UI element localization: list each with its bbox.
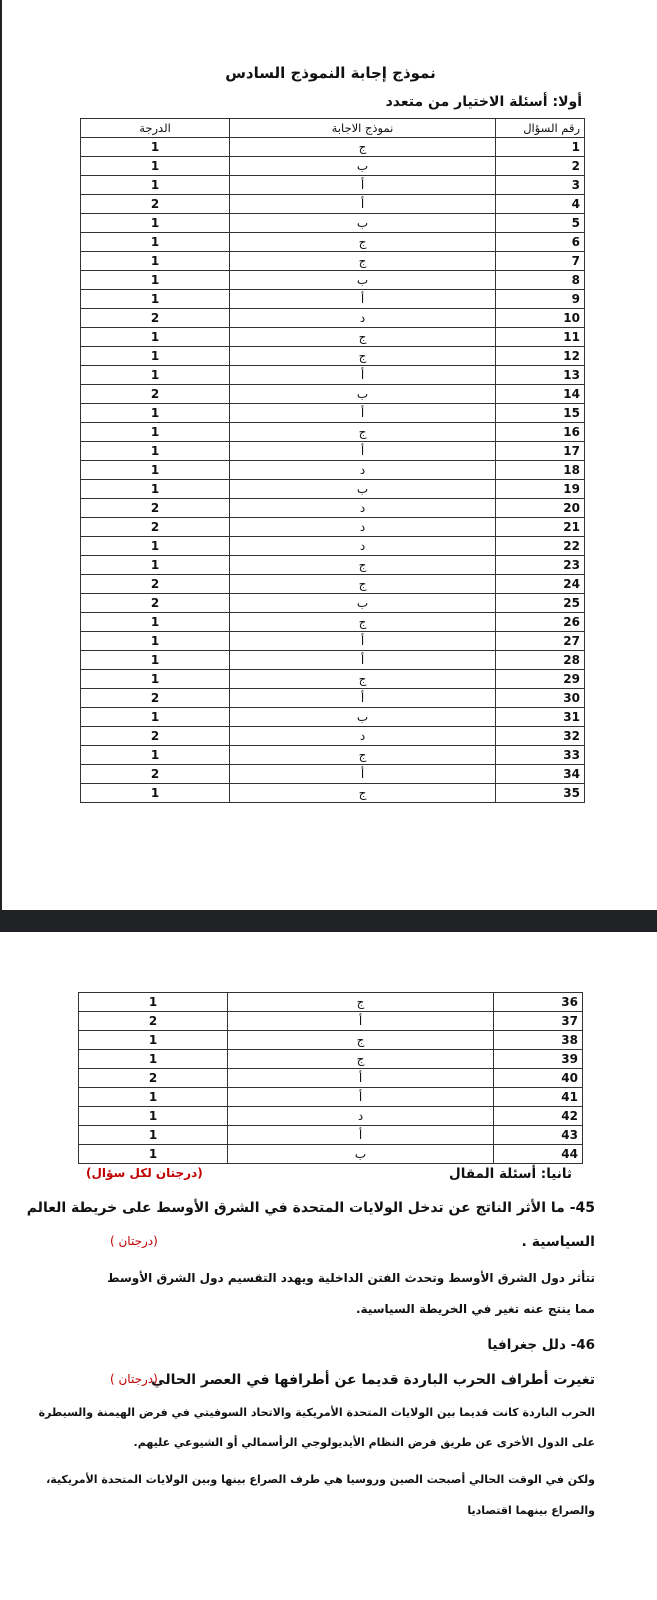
degree-cell: 1 xyxy=(81,138,230,157)
question-number-cell: 39 xyxy=(494,1050,583,1069)
degree-cell: 1 xyxy=(79,1145,228,1164)
answer-45-line1: تتأثر دول الشرق الأوسط وتحدث الفتن الداخلية ويهدد التقسيم دول الشرق الأوسط xyxy=(107,1271,595,1285)
table-row xyxy=(81,499,585,518)
answer-cell: ج xyxy=(230,347,496,366)
table-row xyxy=(81,480,585,499)
degree-cell: 1 xyxy=(81,366,230,385)
table-row xyxy=(81,138,585,157)
degree-cell: 1 xyxy=(81,613,230,632)
answer-cell: أ xyxy=(228,1012,494,1031)
header-degree: الدرجة xyxy=(81,119,230,138)
question-number-cell: 31 xyxy=(496,708,585,727)
question-number-cell: 27 xyxy=(496,632,585,651)
answer-cell: ب xyxy=(230,708,496,727)
degree-cell: 1 xyxy=(81,442,230,461)
table-row xyxy=(81,632,585,651)
table-row xyxy=(81,423,585,442)
answer-cell: أ xyxy=(230,765,496,784)
table-row xyxy=(81,708,585,727)
question-number-cell: 33 xyxy=(496,746,585,765)
degree-cell: 1 xyxy=(81,423,230,442)
degree-cell: 1 xyxy=(81,290,230,309)
answer-cell: ج xyxy=(230,138,496,157)
page-separator xyxy=(0,910,657,932)
degree-cell: 1 xyxy=(81,670,230,689)
question-number-cell: 30 xyxy=(496,689,585,708)
question-number-cell: 14 xyxy=(496,385,585,404)
question-number-cell: 34 xyxy=(496,765,585,784)
question-45-line1: 45- ما الأثر الناتج عن تدخل الولايات المتحدة في الشرق الأوسط على خريطة العالم xyxy=(26,1200,595,1216)
question-number-cell: 36 xyxy=(494,993,583,1012)
table-row xyxy=(81,537,585,556)
answer-cell: ج xyxy=(230,613,496,632)
table-row xyxy=(79,1126,583,1145)
degree-cell: 1 xyxy=(81,461,230,480)
answer-cell: أ xyxy=(228,1088,494,1107)
answer-cell: أ xyxy=(230,442,496,461)
answer-cell: ج xyxy=(230,423,496,442)
answer-cell: ج xyxy=(230,784,496,803)
answer-cell: أ xyxy=(230,404,496,423)
table-row xyxy=(81,670,585,689)
table-row xyxy=(79,993,583,1012)
table-row xyxy=(81,309,585,328)
degree-cell: 1 xyxy=(79,1088,228,1107)
answer-cell: ج xyxy=(230,233,496,252)
table-row xyxy=(81,651,585,670)
degree-cell: 1 xyxy=(81,271,230,290)
degree-cell: 1 xyxy=(81,708,230,727)
question-number-cell: 13 xyxy=(496,366,585,385)
answer-cell: د xyxy=(228,1107,494,1126)
question-number-cell: 37 xyxy=(494,1012,583,1031)
degree-cell: 1 xyxy=(81,784,230,803)
table-row xyxy=(81,746,585,765)
answer-cell: أ xyxy=(230,632,496,651)
question-number-cell: 29 xyxy=(496,670,585,689)
answer-cell: أ xyxy=(228,1069,494,1088)
degree-cell: 2 xyxy=(81,594,230,613)
answer-cell: ج xyxy=(230,252,496,271)
table-row xyxy=(81,784,585,803)
question-number-cell: 2 xyxy=(496,157,585,176)
degree-cell: 1 xyxy=(81,632,230,651)
section2-note: (درجتان لكل سؤال) xyxy=(86,1166,203,1180)
answer-cell: ج xyxy=(230,328,496,347)
table-row xyxy=(81,366,585,385)
table-row xyxy=(81,290,585,309)
degree-cell: 1 xyxy=(81,537,230,556)
table-row xyxy=(81,195,585,214)
answer-cell: ب xyxy=(230,480,496,499)
answer-cell: أ xyxy=(230,651,496,670)
question-number-cell: 1 xyxy=(496,138,585,157)
question-number-cell: 41 xyxy=(494,1088,583,1107)
question-number-cell: 26 xyxy=(496,613,585,632)
header-answer: نموذج الاجابة xyxy=(230,119,496,138)
answer-cell: أ xyxy=(230,176,496,195)
table-row xyxy=(81,176,585,195)
answer-cell: ب xyxy=(230,214,496,233)
question-number-cell: 18 xyxy=(496,461,585,480)
page-title: نموذج إجابة النموذج السادس xyxy=(225,64,436,82)
answer-table-part1 xyxy=(80,118,585,803)
table-row xyxy=(81,252,585,271)
degree-cell: 1 xyxy=(81,651,230,670)
table-row xyxy=(81,556,585,575)
degree-cell: 1 xyxy=(81,214,230,233)
question-46-label: 46- دلل جغرافيا xyxy=(487,1337,595,1353)
answer-46-line4: والصراع بينهما اقتصاديا xyxy=(467,1504,595,1517)
answer-cell: ج xyxy=(228,1031,494,1050)
question-number-cell: 10 xyxy=(496,309,585,328)
answer-cell: أ xyxy=(230,366,496,385)
degree-cell: 2 xyxy=(81,765,230,784)
answer-cell: ب xyxy=(228,1145,494,1164)
table-row xyxy=(79,1031,583,1050)
table-row xyxy=(81,214,585,233)
degree-cell: 2 xyxy=(81,689,230,708)
table-row xyxy=(81,765,585,784)
table-row xyxy=(81,271,585,290)
question-number-cell: 16 xyxy=(496,423,585,442)
answer-46-line2: على الدول الأخرى عن طريق فرض النظام الأيديولوجي الرأسمالي أو الشيوعي عليهم. xyxy=(133,1436,595,1449)
question-number-cell: 23 xyxy=(496,556,585,575)
answer-cell: د xyxy=(230,537,496,556)
table-row xyxy=(79,1050,583,1069)
answer-cell: ج xyxy=(228,993,494,1012)
section1-title: أولا: أسئلة الاختيار من متعدد xyxy=(385,94,582,110)
question-number-cell: 3 xyxy=(496,176,585,195)
table-row xyxy=(79,1107,583,1126)
question-number-cell: 15 xyxy=(496,404,585,423)
degree-cell: 2 xyxy=(81,518,230,537)
question-number-cell: 6 xyxy=(496,233,585,252)
answer-cell: ج xyxy=(230,575,496,594)
question-number-cell: 9 xyxy=(496,290,585,309)
degree-cell: 1 xyxy=(81,480,230,499)
table-row xyxy=(81,613,585,632)
question-number-cell: 8 xyxy=(496,271,585,290)
answer-cell: ب xyxy=(230,271,496,290)
section2-title: ثانيا: أسئلة المقال xyxy=(449,1166,572,1182)
degree-cell: 1 xyxy=(79,1031,228,1050)
table-row xyxy=(79,1088,583,1107)
answer-cell: ج xyxy=(230,670,496,689)
degree-cell: 1 xyxy=(79,993,228,1012)
question-number-cell: 4 xyxy=(496,195,585,214)
table-row xyxy=(79,1145,583,1164)
question-45-mark: (درجتان ) xyxy=(110,1234,158,1248)
table-row xyxy=(81,233,585,252)
header-question-number: رقم السؤال xyxy=(496,119,585,138)
question-number-cell: 22 xyxy=(496,537,585,556)
degree-cell: 1 xyxy=(81,252,230,271)
degree-cell: 2 xyxy=(81,727,230,746)
answer-cell: ب xyxy=(230,385,496,404)
degree-cell: 2 xyxy=(79,1069,228,1088)
question-number-cell: 11 xyxy=(496,328,585,347)
degree-cell: 1 xyxy=(79,1107,228,1126)
degree-cell: 2 xyxy=(81,499,230,518)
degree-cell: 1 xyxy=(81,176,230,195)
answer-cell: ج xyxy=(228,1050,494,1069)
question-number-cell: 20 xyxy=(496,499,585,518)
question-number-cell: 40 xyxy=(494,1069,583,1088)
question-number-cell: 28 xyxy=(496,651,585,670)
question-number-cell: 32 xyxy=(496,727,585,746)
table-row xyxy=(81,404,585,423)
answer-cell: أ xyxy=(230,689,496,708)
question-number-cell: 43 xyxy=(494,1126,583,1145)
question-number-cell: 24 xyxy=(496,575,585,594)
answer-45-line2: مما ينتج عنه تغير في الخريطة السياسية. xyxy=(356,1302,595,1316)
answer-cell: د xyxy=(230,499,496,518)
table-row xyxy=(81,442,585,461)
degree-cell: 1 xyxy=(81,746,230,765)
answer-cell: ج xyxy=(230,556,496,575)
answer-cell: أ xyxy=(230,290,496,309)
answer-cell: د xyxy=(230,727,496,746)
question-number-cell: 25 xyxy=(496,594,585,613)
table-row xyxy=(81,689,585,708)
degree-cell: 2 xyxy=(79,1012,228,1031)
table-row xyxy=(81,385,585,404)
table-row xyxy=(81,575,585,594)
question-number-cell: 35 xyxy=(496,784,585,803)
degree-cell: 2 xyxy=(81,575,230,594)
table-row xyxy=(79,1069,583,1088)
degree-cell: 1 xyxy=(79,1050,228,1069)
question-number-cell: 5 xyxy=(496,214,585,233)
degree-cell: 1 xyxy=(79,1126,228,1145)
table-row xyxy=(81,594,585,613)
answer-cell: د xyxy=(230,461,496,480)
question-46-mark: (درجتان ) xyxy=(110,1372,158,1386)
question-number-cell: 44 xyxy=(494,1145,583,1164)
table-row xyxy=(81,157,585,176)
degree-cell: 1 xyxy=(81,157,230,176)
question-45-line2: السياسية . xyxy=(521,1234,595,1250)
question-number-cell: 12 xyxy=(496,347,585,366)
question-number-cell: 42 xyxy=(494,1107,583,1126)
question-46-line: تغيرت أطراف الحرب الباردة قديما عن أطرافها في العصر الحالي xyxy=(151,1372,595,1388)
degree-cell: 2 xyxy=(81,195,230,214)
answer-table-part2 xyxy=(78,992,583,1164)
table-row xyxy=(81,518,585,537)
table-header-row xyxy=(81,119,585,138)
page-two xyxy=(0,932,657,1600)
degree-cell: 1 xyxy=(81,328,230,347)
question-number-cell: 38 xyxy=(494,1031,583,1050)
table-row xyxy=(81,727,585,746)
answer-cell: ج xyxy=(230,746,496,765)
degree-cell: 1 xyxy=(81,556,230,575)
answer-cell: د xyxy=(230,309,496,328)
table-row xyxy=(81,328,585,347)
answer-cell: ب xyxy=(230,157,496,176)
question-number-cell: 21 xyxy=(496,518,585,537)
question-number-cell: 19 xyxy=(496,480,585,499)
table-row xyxy=(79,1012,583,1031)
answer-cell: أ xyxy=(230,195,496,214)
answer-46-line3: ولكن في الوقت الحالي أصبحت الصين وروسيا هي طرف الصراع بينها وبين الولايات المتحدة الأمريكية، xyxy=(46,1473,595,1486)
degree-cell: 1 xyxy=(81,233,230,252)
degree-cell: 2 xyxy=(81,385,230,404)
question-number-cell: 7 xyxy=(496,252,585,271)
question-number-cell: 17 xyxy=(496,442,585,461)
answer-46-line1: الحرب الباردة كانت قديما بين الولايات المتحدة الأمريكية والاتحاد السوفيتي في فرض الهيمنة والسيطرة xyxy=(38,1406,595,1419)
table-row xyxy=(81,461,585,480)
degree-cell: 1 xyxy=(81,404,230,423)
answer-cell: أ xyxy=(228,1126,494,1145)
table-row xyxy=(81,347,585,366)
answer-cell: ب xyxy=(230,594,496,613)
answer-cell: د xyxy=(230,518,496,537)
degree-cell: 1 xyxy=(81,347,230,366)
degree-cell: 2 xyxy=(81,309,230,328)
